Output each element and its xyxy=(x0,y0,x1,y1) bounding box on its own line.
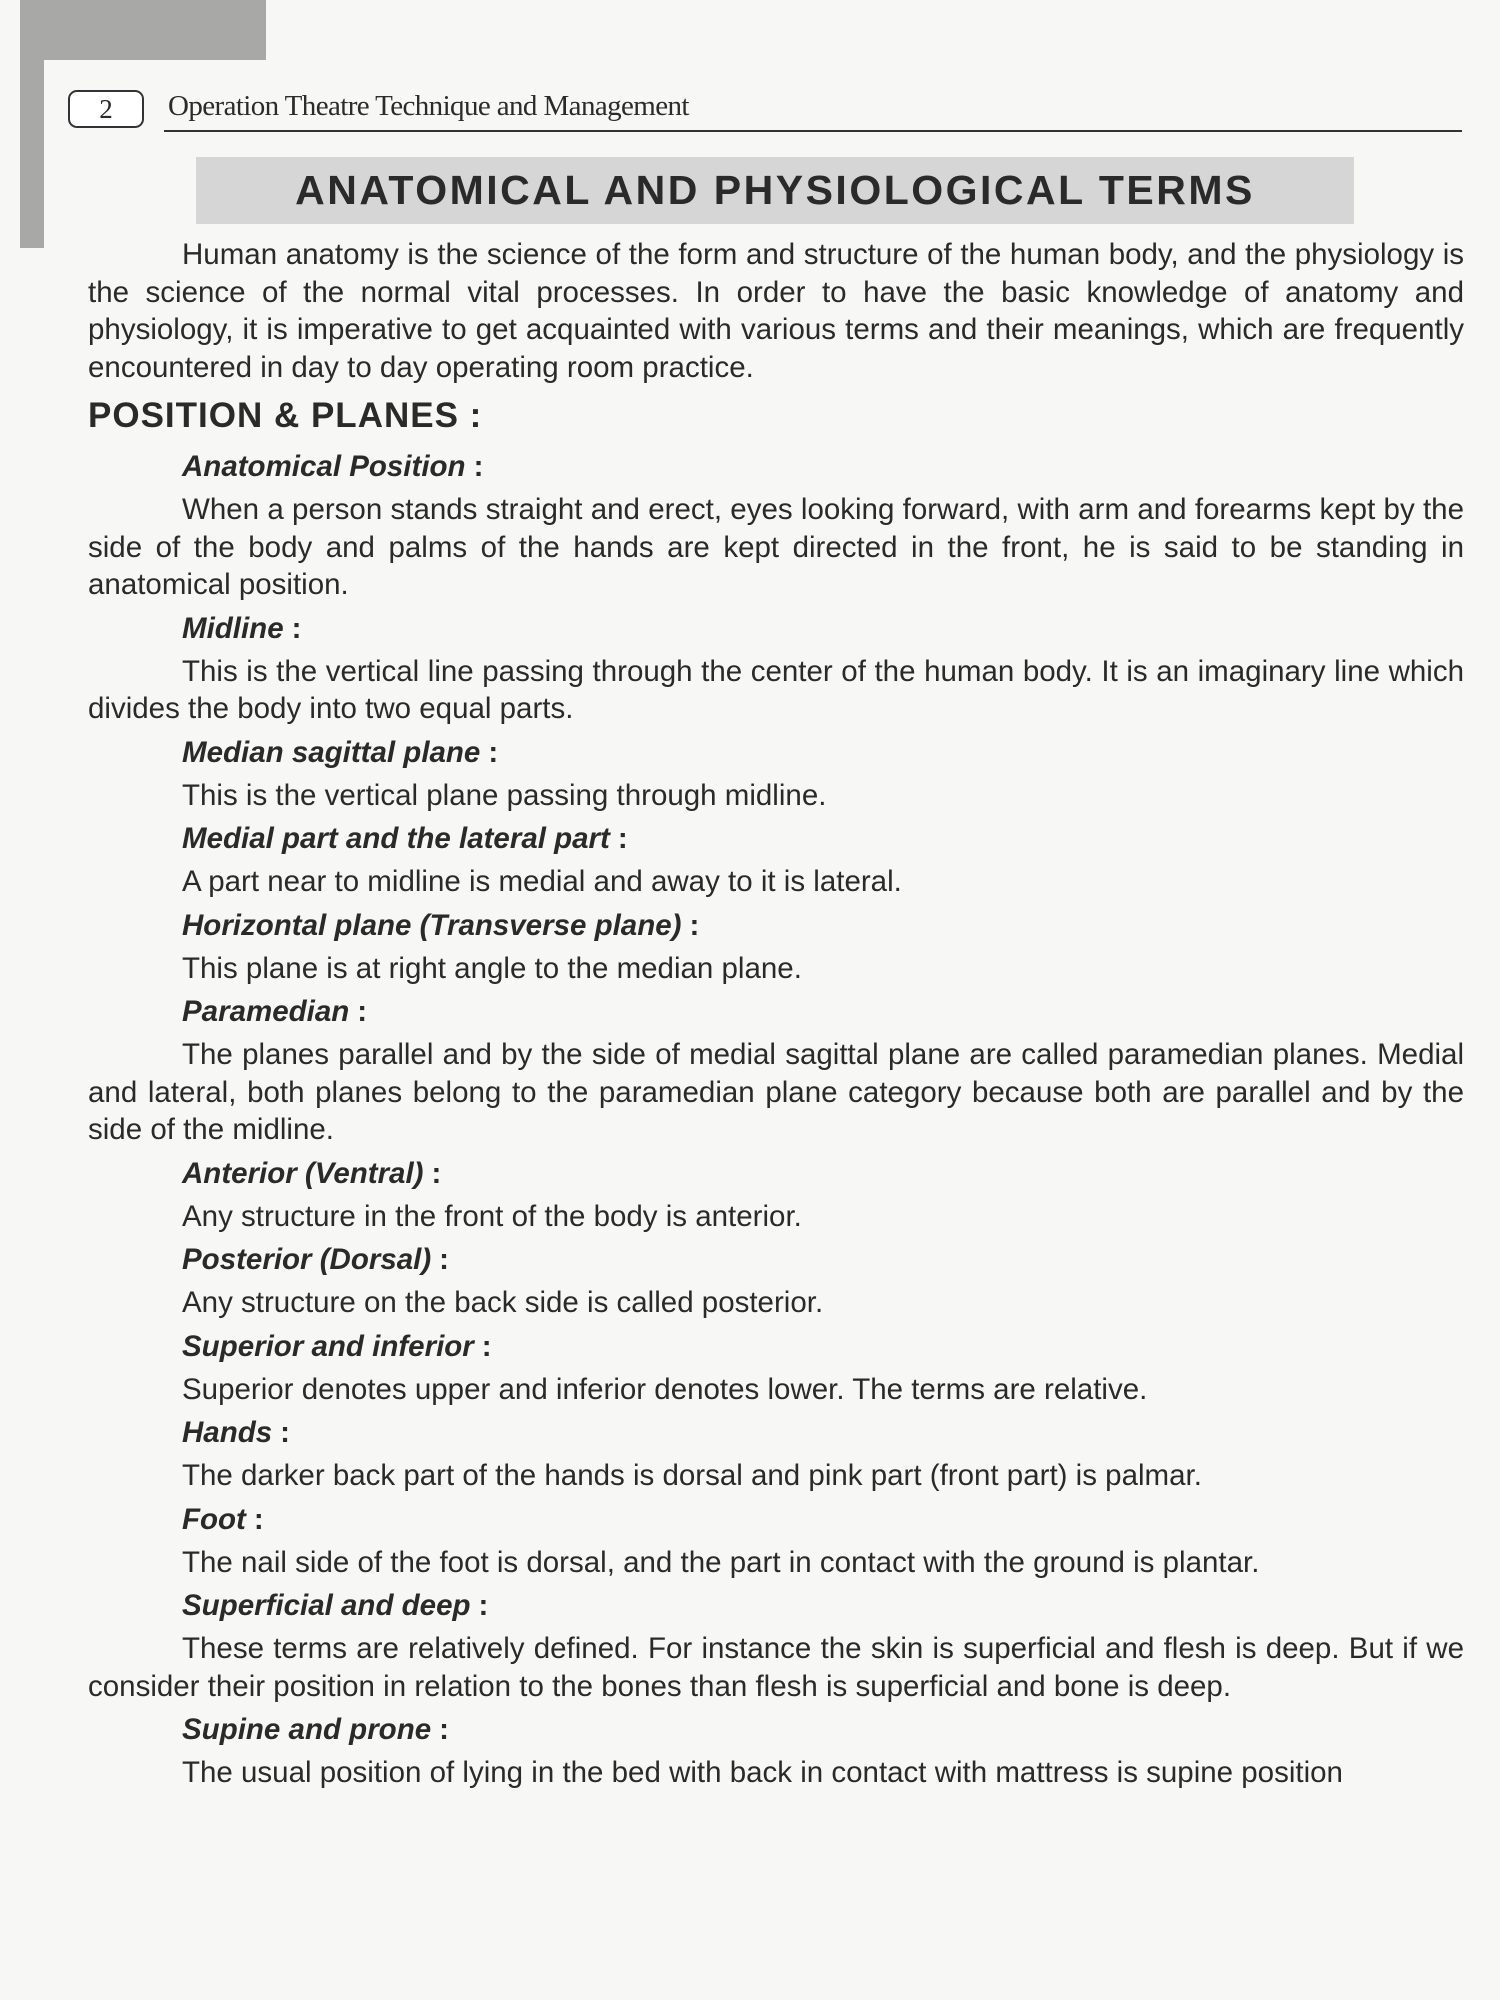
term-definition: These terms are relatively defined. For instance the skin is superficial and flesh is deep. But if we consider their position in relation to the bones than flesh is superficial and bone is deep. xyxy=(88,1632,1464,1703)
term-heading xyxy=(182,1155,1464,1193)
term-definition: Superior denotes upper and inferior denotes lower. The terms are relative. xyxy=(182,1372,1148,1406)
term-label: Hands xyxy=(182,1416,273,1449)
term-heading xyxy=(182,820,1464,858)
term-colon: : xyxy=(689,908,700,942)
term-heading xyxy=(182,1587,1464,1625)
term-colon: : xyxy=(291,611,302,645)
term-block xyxy=(88,1328,1464,1409)
term-label: Supine and prone xyxy=(182,1713,432,1746)
header-rule xyxy=(164,130,1462,132)
term-block xyxy=(88,993,1464,1149)
body-content xyxy=(88,236,1464,1792)
term-colon: : xyxy=(431,1156,442,1190)
term-block xyxy=(88,734,1464,815)
term-heading xyxy=(182,610,1464,648)
term-label: Midline xyxy=(182,611,284,645)
term-definition: The usual position of lying in the bed with back in contact with mattress is supine position xyxy=(182,1756,1343,1789)
term-block xyxy=(88,1501,1464,1582)
term-block xyxy=(88,907,1464,988)
term-colon: : xyxy=(473,450,484,483)
term-definition: Any structure on the back side is called posterior. xyxy=(182,1286,824,1319)
term-block xyxy=(88,1587,1464,1705)
term-label: Median sagittal plane xyxy=(182,735,481,769)
term-label: Posterior (Dorsal) xyxy=(182,1243,432,1276)
term-label: Paramedian xyxy=(182,995,350,1028)
term-colon: : xyxy=(357,995,368,1028)
term-heading xyxy=(182,907,1464,945)
term-label: Medial part and the lateral part xyxy=(182,822,610,855)
term-heading xyxy=(182,1241,1464,1279)
term-definition: When a person stands straight and erect, eyes looking forward, with arm and forearms kept by the side of the body and palms of the hands are kept directed in the front, he is said to be standing in anatomical position. xyxy=(88,493,1464,601)
term-block xyxy=(88,448,1464,604)
term-heading xyxy=(182,1711,1464,1749)
term-block xyxy=(88,1414,1464,1495)
chapter-title: ANATOMICAL AND PHYSIOLOGICAL TERMS xyxy=(295,167,1255,213)
page-corner-shade xyxy=(20,0,266,60)
page-number: 2 xyxy=(68,90,144,128)
term-label: Anatomical Position xyxy=(182,450,466,483)
term-definition: This plane is at right angle to the median plane. xyxy=(182,951,802,985)
term-colon: : xyxy=(481,1329,492,1363)
term-heading xyxy=(182,1328,1464,1366)
term-definition: The darker back part of the hands is dorsal and pink part (front part) is palmar. xyxy=(182,1459,1202,1492)
intro-paragraph: Human anatomy is the science of the form and structure of the human body, and the physiology is the science of the normal vital processes. In order to have the basic knowledge of anatomy and physiology, it is imperative to get acquainted with various terms and their meanings, which are frequently encountered in day to day operating room practice. xyxy=(88,238,1464,384)
term-colon: : xyxy=(439,1713,449,1746)
term-heading xyxy=(182,734,1464,772)
term-colon: : xyxy=(280,1416,290,1449)
term-colon: : xyxy=(488,735,499,769)
term-block xyxy=(88,1241,1464,1322)
term-colon: : xyxy=(253,1502,264,1536)
term-definition: This is the vertical line passing through the center of the human body. It is an imaginary line which divides the body into two equal parts. xyxy=(88,654,1464,725)
term-block xyxy=(88,820,1464,901)
term-colon: : xyxy=(439,1243,449,1276)
term-definition: The planes parallel and by the side of medial sagittal plane are called paramedian planes. Medial and lateral, both planes belong to the paramedian plane category because both are parallel and by the side of the midline. xyxy=(88,1038,1464,1146)
term-definition: Any structure in the front of the body is anterior. xyxy=(182,1199,802,1233)
chapter-title-bar xyxy=(196,157,1354,224)
term-label: Superficial and deep xyxy=(182,1589,471,1622)
term-definition: A part near to midline is medial and away to it is lateral. xyxy=(182,865,902,898)
term-colon: : xyxy=(617,822,628,855)
term-colon: : xyxy=(478,1589,489,1622)
page-edge-shade xyxy=(20,0,44,248)
term-heading xyxy=(182,993,1464,1031)
section-heading: POSITION & PLANES : xyxy=(88,396,483,435)
term-heading xyxy=(182,1501,1464,1539)
running-header xyxy=(68,84,1462,134)
term-heading xyxy=(182,1414,1464,1452)
term-definition: This is the vertical plane passing through midline. xyxy=(182,778,827,812)
running-title: Operation Theatre Technique and Management xyxy=(168,90,689,122)
term-block xyxy=(88,1711,1464,1792)
term-block xyxy=(88,610,1464,728)
term-block xyxy=(88,1155,1464,1236)
term-definition: The nail side of the foot is dorsal, and the part in contact with the ground is plantar. xyxy=(182,1545,1260,1579)
term-label: Anterior (Ventral) xyxy=(182,1156,424,1190)
term-heading xyxy=(182,448,1464,486)
term-label: Horizontal plane (Transverse plane) xyxy=(182,908,682,942)
term-label: Superior and inferior xyxy=(182,1329,474,1363)
term-label: Foot xyxy=(182,1502,246,1536)
